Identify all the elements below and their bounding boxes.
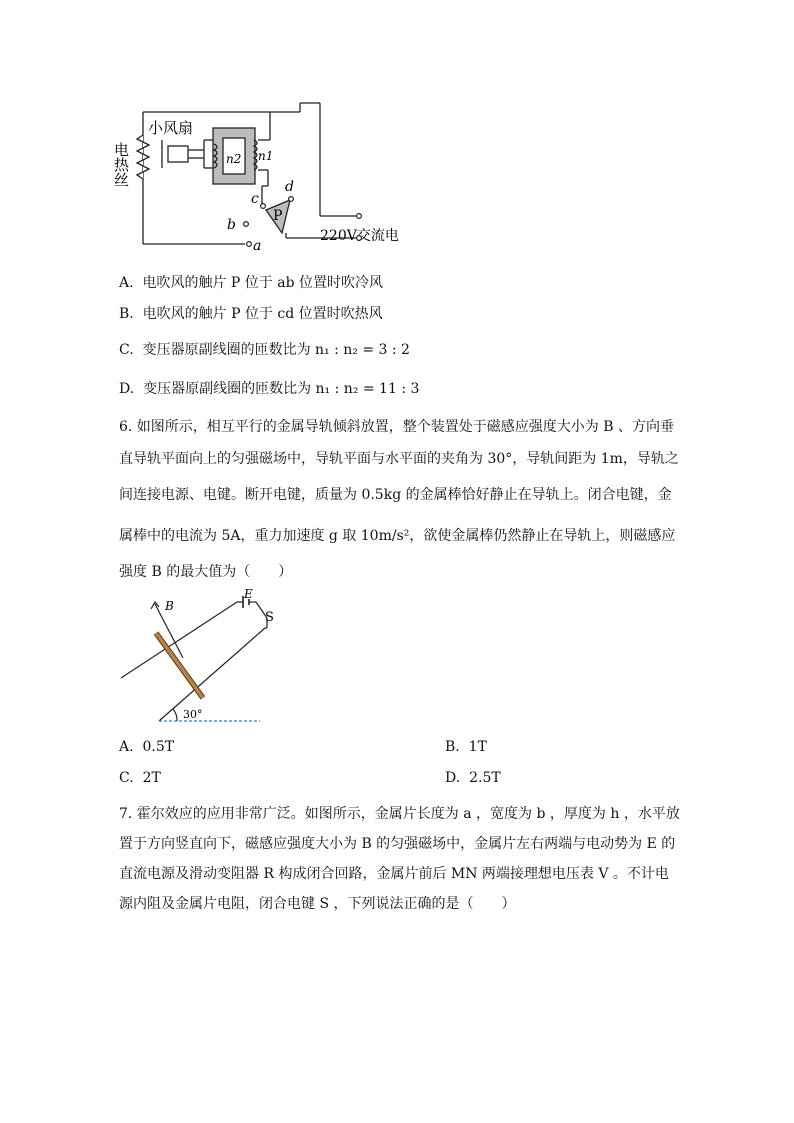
n1-label: n1 [258,149,274,163]
source-e-label: E [244,588,253,601]
q5-option-d-text: 变压器原副线圈的匝数比为 n₁ : n₂ = 11 : 3 [143,381,420,397]
inclined-rails-figure [115,588,285,728]
q6-option-a[interactable] [119,739,174,755]
q6-option-c[interactable] [119,770,161,786]
terminal-d-label: d [285,179,294,195]
q6-line-1: 6. 如图所示，相互平行的金属导轨倾斜放置，整个装置处于磁感应强度大小为 B 、方向垂 [119,419,674,435]
fan-label: 小风扇 [148,119,194,137]
q6-option-b[interactable] [445,739,487,755]
q5-option-b-text: 电吹风的触片 P 位于 cd 位置时吹热风 [142,306,383,322]
q5-option-b[interactable] [119,303,383,323]
switch-p-label: P [273,208,283,224]
q7-line-2: 置于方向竖直向下，磁感应强度大小为 B 的匀强磁场中，金属片左右两端与电动势为 E 的 [119,836,676,852]
n2-label: n2 [226,152,242,166]
q6-line-4: 属棒中的电流为 5A，重力加速度 g 取 10m/s²，欲使金属棒仍然静止在导轨上，则磁感应 [119,528,676,544]
q5-option-d-key: D. [119,381,135,397]
terminal-c-label: c [251,191,259,207]
q6-option-b-key: B. [445,739,460,755]
q6-option-d-text: 2.5T [469,770,501,786]
hair-dryer-circuit-figure [110,100,430,260]
q6-line-3: 间连接电源、电键。断开电键，质量为 0.5kg 的金属棒恰好静止在导轨上。闭合电键，金 [119,487,672,503]
switch-s-label: S [265,610,274,625]
q5-option-a[interactable] [119,272,383,292]
q5-option-a-text: 电吹风的触片 P 位于 ab 位置时吹冷风 [142,275,383,291]
q5-option-c[interactable] [119,339,410,359]
q7-line-3: 直流电源及滑动变阻器 R 构成闭合回路，金属片前后 MN 两端接理想电压表 V 。不计电 [119,866,669,882]
q5-option-d[interactable] [119,378,419,398]
q5-option-a-key: A. [119,275,134,291]
q7-line-1: 7. 霍尔效应的应用非常广泛。如图所示，金属片长度为 a ，宽度为 b ，厚度为 h ，水平放 [119,806,680,822]
q6-option-d-key: D. [445,770,461,786]
q6-option-c-text: 2T [142,770,161,786]
supply-label: 220V交流电 [320,228,399,244]
q6-line-2: 直导轨平面向上的匀强磁场中，导轨平面与水平面的夹角为 30°，导轨间距为 1m，导轨之 [119,451,679,467]
q6-option-c-key: C. [119,770,134,786]
field-b-label: B [165,599,174,613]
heater-label: 电热丝 [112,142,130,187]
q5-option-c-key: C. [119,342,134,358]
terminal-a-label: a [253,238,262,254]
q6-line-5: 强度 B 的最大值为（ ） [119,564,293,580]
q6-option-b-text: 1T [468,739,487,755]
angle-label: 30° [183,708,203,721]
terminal-b-label: b [227,217,236,233]
q5-option-b-key: B. [119,306,134,322]
q7-line-4: 源内阻及金属片电阻，闭合电键 S ，下列说法正确的是（ ） [119,896,516,912]
q6-option-a-key: A. [119,739,134,755]
q5-option-c-text: 变压器原副线圈的匝数比为 n₁ : n₂ = 3 : 2 [142,342,410,358]
q6-option-d[interactable] [445,770,501,786]
q6-option-a-text: 0.5T [142,739,175,755]
